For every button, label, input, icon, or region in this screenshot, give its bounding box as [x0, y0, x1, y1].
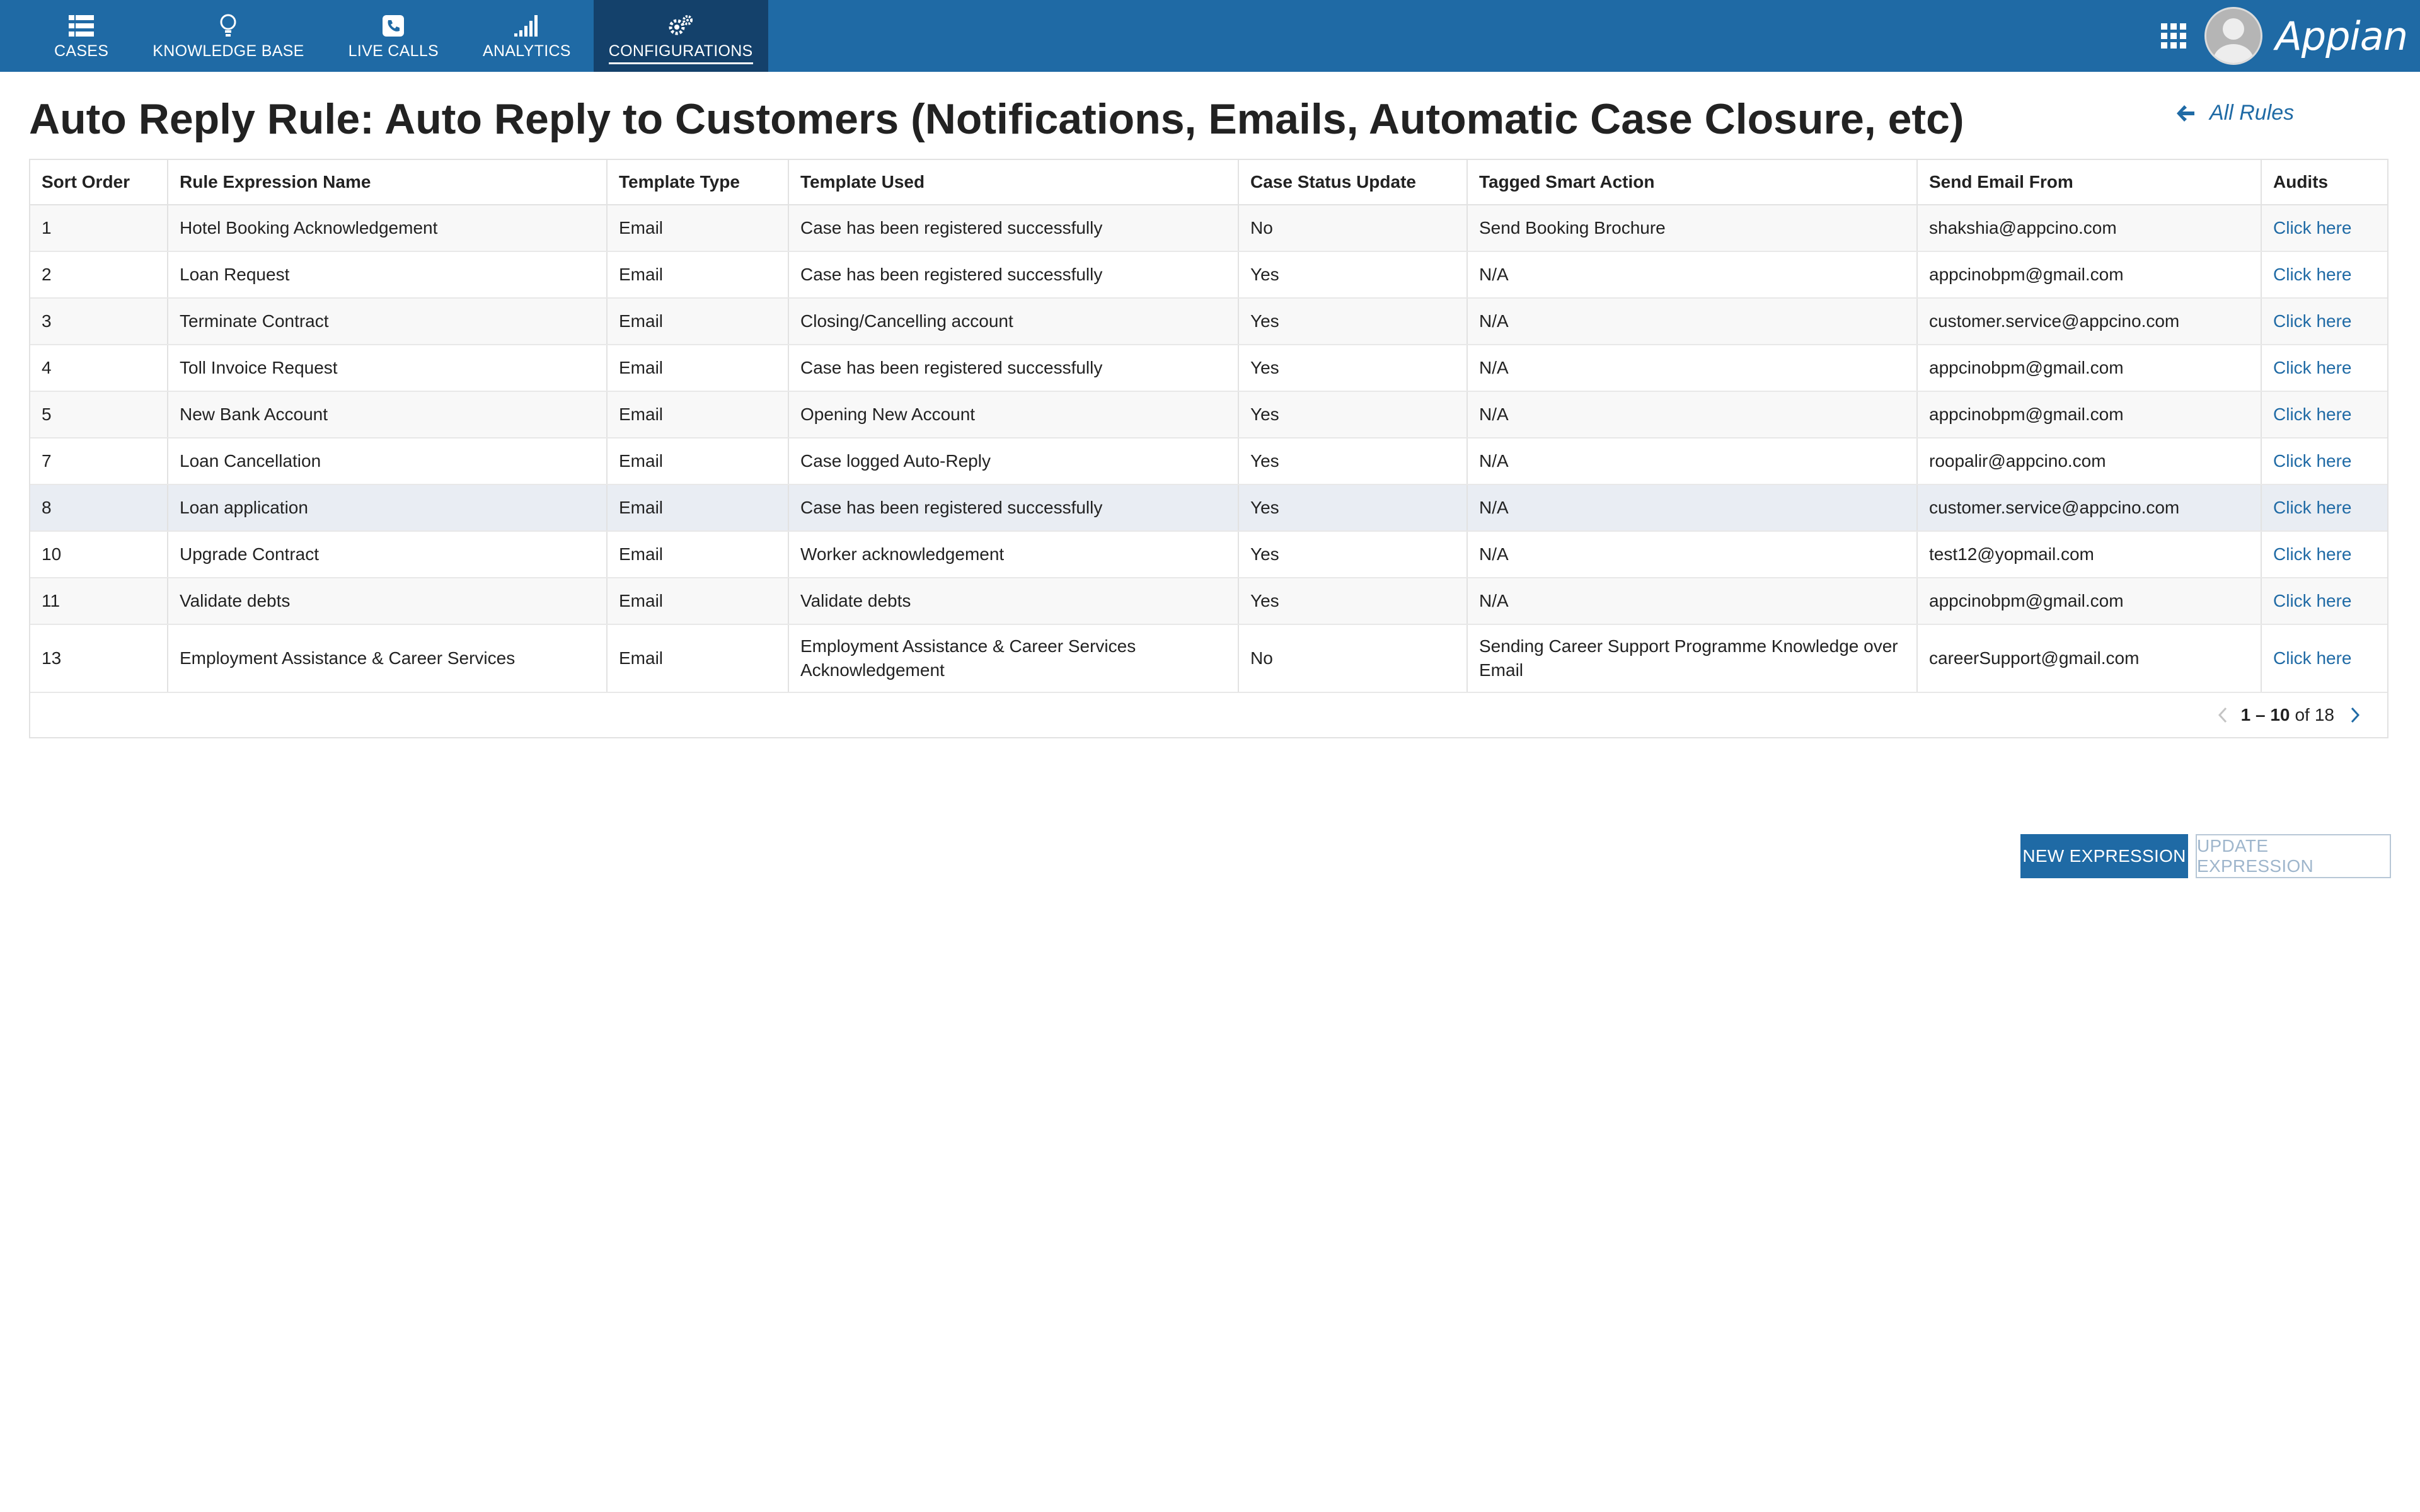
cell-sort-order: 1	[30, 205, 168, 251]
cell-smart-action: N/A	[1467, 391, 1917, 438]
cell-audits	[2261, 345, 2387, 391]
cell-audits	[2261, 578, 2387, 624]
audit-link[interactable]: Click here	[2273, 218, 2352, 238]
cell-smart-action: N/A	[1467, 251, 1917, 298]
cell-audits	[2261, 205, 2387, 251]
cell-sort-order: 7	[30, 438, 168, 484]
cell-email-from: appcinobpm@gmail.com	[1917, 391, 2261, 438]
cell-rule-name: Validate debts	[168, 578, 607, 624]
cell-template-used: Case has been registered successfully	[788, 251, 1238, 298]
table-row[interactable]	[30, 205, 2387, 251]
table-row[interactable]	[30, 251, 2387, 298]
cell-case-status: Yes	[1238, 298, 1467, 345]
cell-email-from: customer.service@appcino.com	[1917, 298, 2261, 345]
list-icon	[67, 13, 95, 38]
audit-link[interactable]: Click here	[2273, 451, 2352, 471]
cell-case-status: Yes	[1238, 391, 1467, 438]
cell-template-used: Employment Assistance & Career Services Acknowledgement	[788, 624, 1238, 692]
cell-template-type: Email	[607, 391, 788, 438]
cell-email-from: roopalir@appcino.com	[1917, 438, 2261, 484]
tab-configurations[interactable]	[594, 0, 768, 72]
column-header-audits[interactable]: Audits	[2261, 160, 2387, 205]
cell-template-used: Validate debts	[788, 578, 1238, 624]
table-row[interactable]	[30, 438, 2387, 484]
cell-rule-name: Loan Cancellation	[168, 438, 607, 484]
cell-sort-order: 13	[30, 624, 168, 692]
cell-smart-action: Sending Career Support Programme Knowledge over Email	[1467, 624, 1917, 692]
column-header-tagged-smart-action[interactable]: Tagged Smart Action	[1467, 160, 1917, 205]
cell-email-from: customer.service@appcino.com	[1917, 484, 2261, 531]
cell-case-status: Yes	[1238, 484, 1467, 531]
audit-link[interactable]: Click here	[2273, 404, 2352, 424]
cell-template-type: Email	[607, 624, 788, 692]
cell-template-type: Email	[607, 531, 788, 578]
pagination-total: 18	[2314, 705, 2334, 724]
avatar[interactable]	[2204, 7, 2262, 65]
cell-sort-order: 5	[30, 391, 168, 438]
cell-rule-name: Terminate Contract	[168, 298, 607, 345]
table-row[interactable]	[30, 624, 2387, 692]
cell-sort-order: 11	[30, 578, 168, 624]
cell-case-status: Yes	[1238, 345, 1467, 391]
cell-template-type: Email	[607, 298, 788, 345]
cell-rule-name: Hotel Booking Acknowledgement	[168, 205, 607, 251]
audit-link[interactable]: Click here	[2273, 544, 2352, 564]
audit-link[interactable]: Click here	[2273, 591, 2352, 610]
cell-rule-name: New Bank Account	[168, 391, 607, 438]
cell-email-from: test12@yopmail.com	[1917, 531, 2261, 578]
appian-logo: Appian	[2275, 13, 2407, 59]
table-row[interactable]	[30, 345, 2387, 391]
all-rules-link[interactable]	[2175, 101, 2294, 125]
tab-knowledge-base[interactable]	[137, 0, 319, 72]
gears-icon	[667, 13, 694, 38]
cell-template-used: Case has been registered successfully	[788, 484, 1238, 531]
table-header-row	[30, 160, 2387, 205]
cell-template-used: Worker acknowledgement	[788, 531, 1238, 578]
pagination	[30, 693, 2387, 737]
cell-case-status: Yes	[1238, 438, 1467, 484]
cell-smart-action: N/A	[1467, 345, 1917, 391]
cell-sort-order: 3	[30, 298, 168, 345]
nav-tabs	[0, 0, 782, 72]
signal-bars-icon	[513, 13, 541, 38]
cell-rule-name: Employment Assistance & Career Services	[168, 624, 607, 692]
tab-cases-label: CASES	[54, 42, 109, 60]
cell-email-from: appcinobpm@gmail.com	[1917, 578, 2261, 624]
cell-case-status: Yes	[1238, 578, 1467, 624]
cell-case-status: Yes	[1238, 531, 1467, 578]
topbar-right	[2159, 0, 2420, 72]
cell-audits	[2261, 438, 2387, 484]
column-header-template-type[interactable]: Template Type	[607, 160, 788, 205]
cell-sort-order: 2	[30, 251, 168, 298]
table-row[interactable]	[30, 531, 2387, 578]
cell-audits	[2261, 391, 2387, 438]
cell-smart-action: N/A	[1467, 484, 1917, 531]
pagination-of: of	[2295, 705, 2310, 724]
top-nav-bar	[0, 0, 2420, 72]
arrow-left-icon	[2175, 102, 2198, 125]
page-title: Auto Reply Rule: Auto Reply to Customers (Notifications, Emails, Automatic Case Closure, etc)	[29, 95, 1964, 143]
audit-link[interactable]: Click here	[2273, 358, 2352, 377]
cell-rule-name: Toll Invoice Request	[168, 345, 607, 391]
cell-template-type: Email	[607, 438, 788, 484]
column-header-send-email-from[interactable]: Send Email From	[1917, 160, 2261, 205]
cell-case-status: Yes	[1238, 251, 1467, 298]
cell-audits	[2261, 624, 2387, 692]
tab-knowledge-base-label: KNOWLEDGE BASE	[153, 42, 304, 60]
audit-link[interactable]: Click here	[2273, 265, 2352, 284]
column-header-rule-expression-name[interactable]: Rule Expression Name	[168, 160, 607, 205]
cell-template-used: Closing/Cancelling account	[788, 298, 1238, 345]
column-header-case-status-update[interactable]: Case Status Update	[1238, 160, 1467, 205]
cell-sort-order: 4	[30, 345, 168, 391]
table-row[interactable]	[30, 578, 2387, 624]
table-row[interactable]	[30, 391, 2387, 438]
tab-configurations-label: CONFIGURATIONS	[609, 42, 753, 64]
cell-smart-action: N/A	[1467, 298, 1917, 345]
phone-icon	[379, 13, 407, 38]
cell-smart-action: N/A	[1467, 578, 1917, 624]
chevron-left-icon[interactable]	[2213, 706, 2232, 724]
app-grid-icon[interactable]	[2159, 21, 2188, 50]
cell-email-from: appcinobpm@gmail.com	[1917, 345, 2261, 391]
cell-template-type: Email	[607, 484, 788, 531]
new-expression-button[interactable]: NEW EXPRESSION	[2020, 834, 2188, 878]
pagination-range: 1 – 10	[2240, 705, 2290, 724]
column-header-template-used[interactable]: Template Used	[788, 160, 1238, 205]
cell-audits	[2261, 531, 2387, 578]
cell-template-used: Case logged Auto-Reply	[788, 438, 1238, 484]
cell-audits	[2261, 484, 2387, 531]
column-header-sort-order[interactable]: Sort Order	[30, 160, 168, 205]
cell-template-used: Case has been registered successfully	[788, 345, 1238, 391]
cell-template-type: Email	[607, 578, 788, 624]
cell-rule-name: Loan Request	[168, 251, 607, 298]
cell-case-status: No	[1238, 205, 1467, 251]
cell-case-status: No	[1238, 624, 1467, 692]
cell-rule-name: Loan application	[168, 484, 607, 531]
all-rules-label: All Rules	[2210, 101, 2295, 125]
tab-live-calls-label: LIVE CALLS	[348, 42, 439, 60]
cell-smart-action: N/A	[1467, 531, 1917, 578]
cell-sort-order: 8	[30, 484, 168, 531]
cell-audits	[2261, 298, 2387, 345]
cell-sort-order: 10	[30, 531, 168, 578]
cell-smart-action: Send Booking Brochure	[1467, 205, 1917, 251]
tab-live-calls[interactable]	[333, 0, 454, 72]
cell-template-used: Opening New Account	[788, 391, 1238, 438]
cell-rule-name: Upgrade Contract	[168, 531, 607, 578]
audit-link[interactable]: Click here	[2273, 311, 2352, 331]
cell-template-type: Email	[607, 205, 788, 251]
lightbulb-icon	[214, 13, 242, 38]
table-row[interactable]	[30, 298, 2387, 345]
tab-analytics-label: ANALYTICS	[483, 42, 571, 60]
audit-link[interactable]: Click here	[2273, 498, 2352, 517]
rules-table	[30, 160, 2387, 693]
chevron-right-icon[interactable]	[2346, 706, 2365, 724]
update-expression-button[interactable]: UPDATE EXPRESSION	[2196, 834, 2391, 878]
tab-cases[interactable]	[39, 0, 124, 72]
rules-grid	[29, 159, 2388, 738]
cell-template-type: Email	[607, 251, 788, 298]
cell-template-used: Case has been registered successfully	[788, 205, 1238, 251]
cell-template-type: Email	[607, 345, 788, 391]
cell-email-from: shakshia@appcino.com	[1917, 205, 2261, 251]
cell-email-from: appcinobpm@gmail.com	[1917, 251, 2261, 298]
table-row-selected[interactable]	[30, 484, 2387, 531]
cell-audits	[2261, 251, 2387, 298]
cell-smart-action: N/A	[1467, 438, 1917, 484]
audit-link[interactable]: Click here	[2273, 648, 2352, 668]
cell-email-from: careerSupport@gmail.com	[1917, 624, 2261, 692]
tab-analytics[interactable]	[468, 0, 586, 72]
